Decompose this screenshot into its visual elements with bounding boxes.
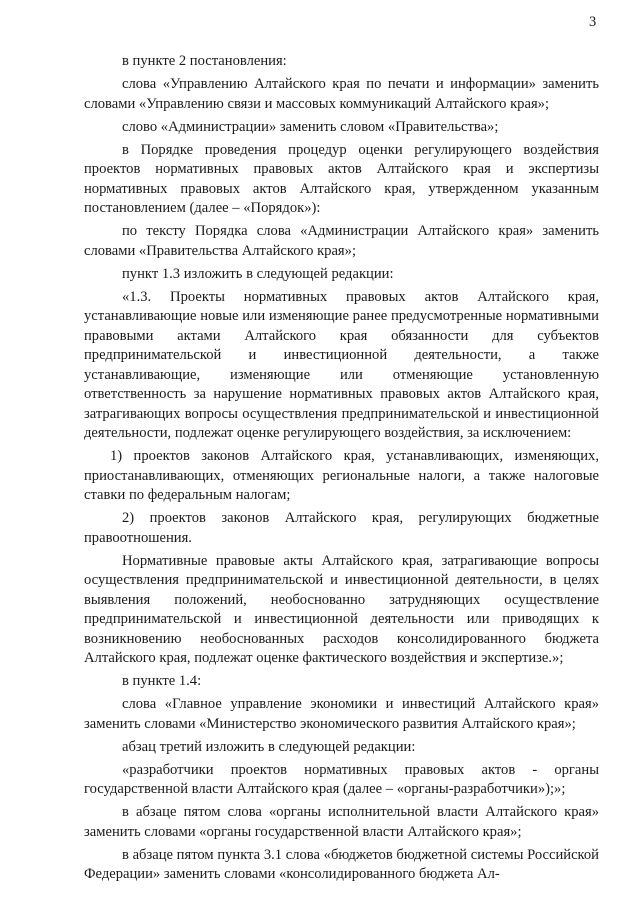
paragraph: абзац третий изложить в следующей редакции: bbox=[122, 738, 416, 755]
page-number: 3 bbox=[589, 14, 597, 30]
paragraph: в абзаце пятом пункта 3.1 слова «бюджетов бюджетной системы Российской Федерации» заменить словами «консолидированного бюджета Ал- bbox=[84, 846, 599, 882]
exception-item-2: 2) проектов законов Алтайского края, регулирующих бюджетные правоотношения. bbox=[84, 510, 599, 546]
paragraph: Нормативные правовые акты Алтайского края, затрагивающие вопросы осуществления предпринимательской и инвестиционной деятельности, в целях выявления положений, необоснованно затрудняющих осуществление предпринимательской и инвестиционной деятельности или приводящих к возникновению необоснованных расходов консолидированного бюджета Алтайского края, подлежат оценке фактического воздействия и экспертизе.»; bbox=[84, 552, 599, 666]
paragraph: в абзаце пятом слова «органы исполнительной власти Алтайского края» заменить словами «органы государственной власти Алтайского края»; bbox=[84, 804, 599, 840]
exception-item-1: 1) проектов законов Алтайского края, устанавливающих, изменяющих, приостанавливающих, отменяющих региональные налоги, а также налоговые ставки по федеральным налогам; bbox=[84, 448, 599, 503]
paragraph: «разработчики проектов нормативных правовых актов - органы государственной власти Алтайского края (далее – «органы-разработчики»);»; bbox=[84, 761, 599, 797]
paragraph: в Порядке проведения процедур оценки регулирующего воздействия проектов нормативных правовых актов Алтайского края и экспертизы нормативных правовых актов Алтайского края, утвержденном указанным постановлением (далее – «Порядок»): bbox=[84, 141, 599, 216]
paragraph: по тексту Порядка слова «Администрации Алтайского края» заменить словами «Правительства Алтайского края»; bbox=[84, 223, 599, 259]
quoted-clause: «1.3. Проекты нормативных правовых актов Алтайского края, устанавливающие новые или изменяющие ранее предусмотренные нормативными правовыми актами Алтайского края обязанности для субъектов предпринимательской и инвестиционной деятельности, а также устанавливающие, изменяющие или отменяющие установленную ответственность за нарушение нормативных правовых актов Алтайского края, затрагивающих вопросы осуществления предпринимательской и инвестиционной деятельности, подлежат оценке регулирующего воздействия, за исключением: bbox=[84, 288, 599, 441]
paragraph: слово «Администрации» заменить словом «Правительства»; bbox=[122, 118, 499, 135]
paragraph: в пункте 1.4: bbox=[122, 673, 202, 689]
paragraph: в пункте 2 постановления: bbox=[122, 53, 287, 69]
document-body bbox=[84, 52, 599, 888]
paragraph: слова «Управлению Алтайского края по печати и информации» заменить словами «Управлению связи и массовых коммуникаций Алтайского края»; bbox=[84, 76, 599, 112]
paragraph: пункт 1.3 изложить в следующей редакции: bbox=[122, 265, 394, 282]
paragraph: слова «Главное управление экономики и инвестиций Алтайского края» заменить словами «Министерство экономического развития Алтайского края»; bbox=[84, 696, 599, 732]
